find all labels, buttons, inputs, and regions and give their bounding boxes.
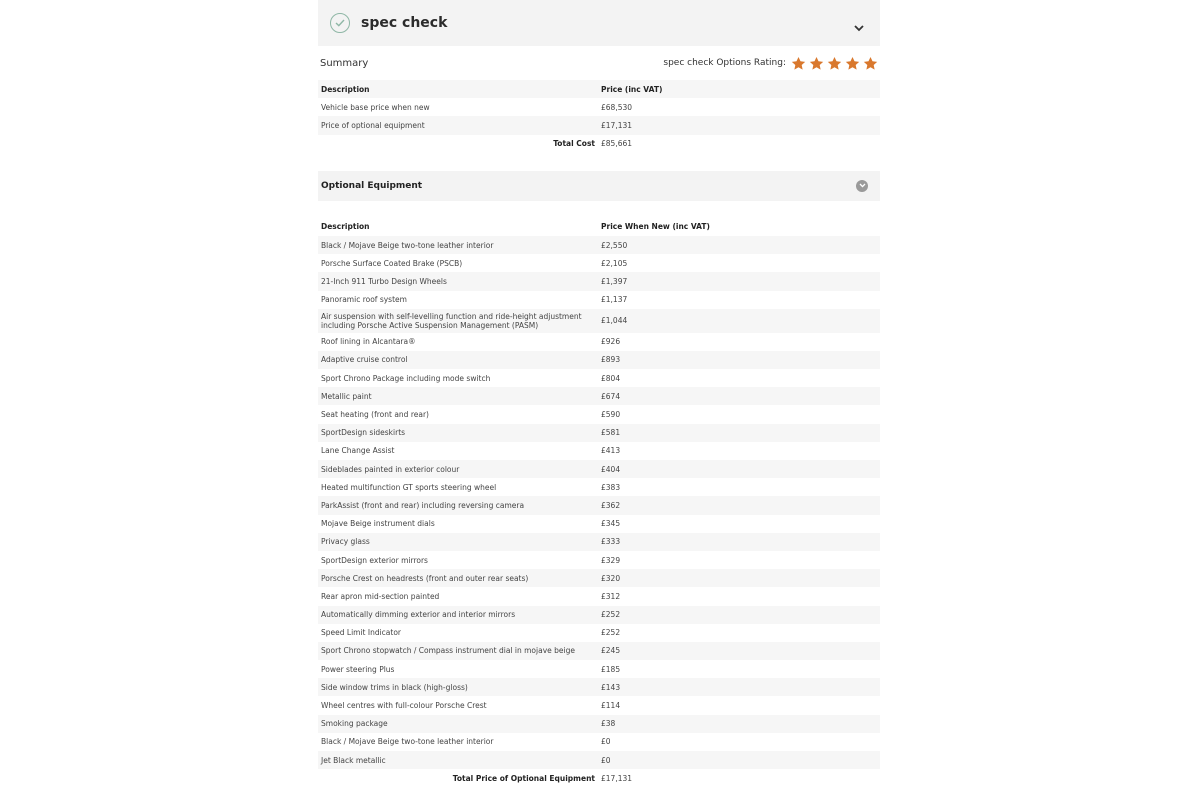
rating-stars xyxy=(791,56,878,71)
price-cell: £185 xyxy=(601,664,621,674)
price-cell: £329 xyxy=(601,555,621,565)
summary-table-header xyxy=(318,80,880,98)
price-cell: £68,530 xyxy=(601,102,633,112)
table-row xyxy=(318,678,880,696)
description-cell: Price of optional equipment xyxy=(321,120,425,130)
star-icon xyxy=(809,56,824,71)
price-cell: £333 xyxy=(601,537,621,547)
description-cell: Metallic paint xyxy=(321,391,372,401)
price-cell: £345 xyxy=(601,519,621,529)
table-row xyxy=(318,405,880,423)
price-cell: £38 xyxy=(601,719,616,729)
table-row xyxy=(318,291,880,309)
options-rating xyxy=(663,56,878,71)
table-row xyxy=(318,236,880,254)
table-row xyxy=(318,496,880,514)
description-cell: Lane Change Assist xyxy=(321,446,395,456)
description-cell: Mojave Beige instrument dials xyxy=(321,519,435,529)
total-label: Total Cost xyxy=(553,139,595,149)
description-cell: Jet Black metallic xyxy=(321,755,386,765)
description-cell: Heated multifunction GT sports steering wheel xyxy=(321,482,497,492)
rating-label: spec check Options Rating: xyxy=(663,58,786,68)
table-row xyxy=(318,460,880,478)
table-row xyxy=(318,272,880,290)
description-cell: SportDesign sideskirts xyxy=(321,428,406,438)
total-row xyxy=(318,135,880,153)
table-row xyxy=(318,351,880,369)
table-row xyxy=(318,478,880,496)
price-cell: £804 xyxy=(601,373,621,383)
table-row xyxy=(318,696,880,714)
description-cell: Smoking package xyxy=(321,719,388,729)
optional-equipment-header[interactable] xyxy=(318,171,880,201)
summary-label: Summary xyxy=(320,57,369,69)
description-cell: Automatically dimming exterior and interior mirrors xyxy=(321,610,516,620)
price-cell: £383 xyxy=(601,482,621,492)
description-cell: Speed Limit Indicator xyxy=(321,628,402,638)
description-cell: Roof lining in Alcantara® xyxy=(321,337,416,347)
description-cell: Panoramic roof system xyxy=(321,295,407,305)
description-cell: ParkAssist (front and rear) including reversing camera xyxy=(321,500,525,510)
price-cell: £114 xyxy=(601,701,621,711)
table-row xyxy=(318,333,880,351)
price-cell: £17,131 xyxy=(601,120,633,130)
description-cell: Porsche Crest on headrests (front and outer rear seats) xyxy=(321,573,529,583)
price-cell: £0 xyxy=(601,755,611,765)
price-cell: £1,044 xyxy=(601,316,628,326)
table-row xyxy=(318,254,880,272)
price-cell: £413 xyxy=(601,446,621,456)
description-cell: Sport Chrono stopwatch / Compass instrument dial in mojave beige xyxy=(321,646,575,656)
price-cell: £362 xyxy=(601,500,621,510)
description-cell: Power steering Plus xyxy=(321,664,395,674)
price-cell: £2,105 xyxy=(601,258,628,268)
description-cell: Seat heating (front and rear) xyxy=(321,410,429,420)
price-cell: £320 xyxy=(601,573,621,583)
chevron-down-circle-icon[interactable] xyxy=(856,180,868,192)
table-row xyxy=(318,733,880,751)
price-cell: £674 xyxy=(601,391,621,401)
price-cell: £2,550 xyxy=(601,240,628,250)
table-row xyxy=(318,551,880,569)
total-row xyxy=(318,769,880,787)
table-row xyxy=(318,715,880,733)
summary-bar xyxy=(318,46,880,80)
description-cell: Sport Chrono Package including mode switch xyxy=(321,373,491,383)
star-icon xyxy=(827,56,842,71)
description-cell: Wheel centres with full-colour Porsche Crest xyxy=(321,701,487,711)
price-cell: £143 xyxy=(601,682,621,692)
optional-table-header xyxy=(318,218,880,236)
description-cell: Privacy glass xyxy=(321,537,370,547)
column-header-description: Description xyxy=(321,222,370,232)
description-cell: Rear apron mid-section painted xyxy=(321,591,440,601)
table-row xyxy=(318,515,880,533)
table-row xyxy=(318,369,880,387)
total-value: £17,131 xyxy=(601,773,633,783)
description-cell: Side window trims in black (high-gloss) xyxy=(321,682,468,692)
price-cell: £893 xyxy=(601,355,621,365)
price-cell: £581 xyxy=(601,428,621,438)
price-cell: £926 xyxy=(601,337,621,347)
star-icon xyxy=(845,56,860,71)
column-header-description: Description xyxy=(321,84,370,94)
description-cell: Sideblades painted in exterior colour xyxy=(321,464,460,474)
table-row xyxy=(318,442,880,460)
price-cell: £252 xyxy=(601,628,621,638)
chevron-down-icon[interactable] xyxy=(854,17,864,36)
optional-equipment-title: Optional Equipment xyxy=(321,180,423,191)
total-value: £85,661 xyxy=(601,139,633,149)
price-cell: £252 xyxy=(601,610,621,620)
table-row xyxy=(318,533,880,551)
table-row xyxy=(318,387,880,405)
spec-check-header[interactable] xyxy=(318,0,880,46)
table-row xyxy=(318,606,880,624)
description-cell: Air suspension with self-levelling function and ride-height adjustment including Porsche Active Suspension Management (PASM) xyxy=(321,311,582,330)
optional-equipment-table xyxy=(318,218,880,788)
column-header-price-when-new: Price When New (inc VAT) xyxy=(601,222,710,232)
price-cell: £245 xyxy=(601,646,621,656)
table-row xyxy=(318,642,880,660)
table-row xyxy=(318,424,880,442)
description-cell: Vehicle base price when new xyxy=(321,102,430,112)
summary-table xyxy=(318,80,880,153)
description-cell: Adaptive cruise control xyxy=(321,355,408,365)
description-cell: Black / Mojave Beige two-tone leather interior xyxy=(321,240,494,250)
price-cell: £1,397 xyxy=(601,276,628,286)
table-row xyxy=(318,309,880,333)
price-cell: £404 xyxy=(601,464,621,474)
table-row xyxy=(318,569,880,587)
check-icon xyxy=(330,13,350,33)
price-cell: £312 xyxy=(601,591,621,601)
panel-title: spec check xyxy=(361,15,448,31)
table-row xyxy=(318,751,880,769)
star-icon xyxy=(863,56,878,71)
price-cell: £0 xyxy=(601,737,611,747)
description-cell: 21-Inch 911 Turbo Design Wheels xyxy=(321,276,447,286)
spec-check-panel xyxy=(318,0,880,787)
column-header-price: Price (inc VAT) xyxy=(601,84,663,94)
table-row xyxy=(318,587,880,605)
price-cell: £590 xyxy=(601,410,621,420)
description-cell: Black / Mojave Beige two-tone leather interior xyxy=(321,737,494,747)
table-row xyxy=(318,98,880,116)
table-row xyxy=(318,624,880,642)
total-label: Total Price of Optional Equipment xyxy=(452,773,595,783)
price-cell: £1,137 xyxy=(601,295,628,305)
description-cell: Porsche Surface Coated Brake (PSCB) xyxy=(321,258,463,268)
table-row xyxy=(318,660,880,678)
table-row xyxy=(318,116,880,134)
star-icon xyxy=(791,56,806,71)
description-cell: SportDesign exterior mirrors xyxy=(321,555,428,565)
